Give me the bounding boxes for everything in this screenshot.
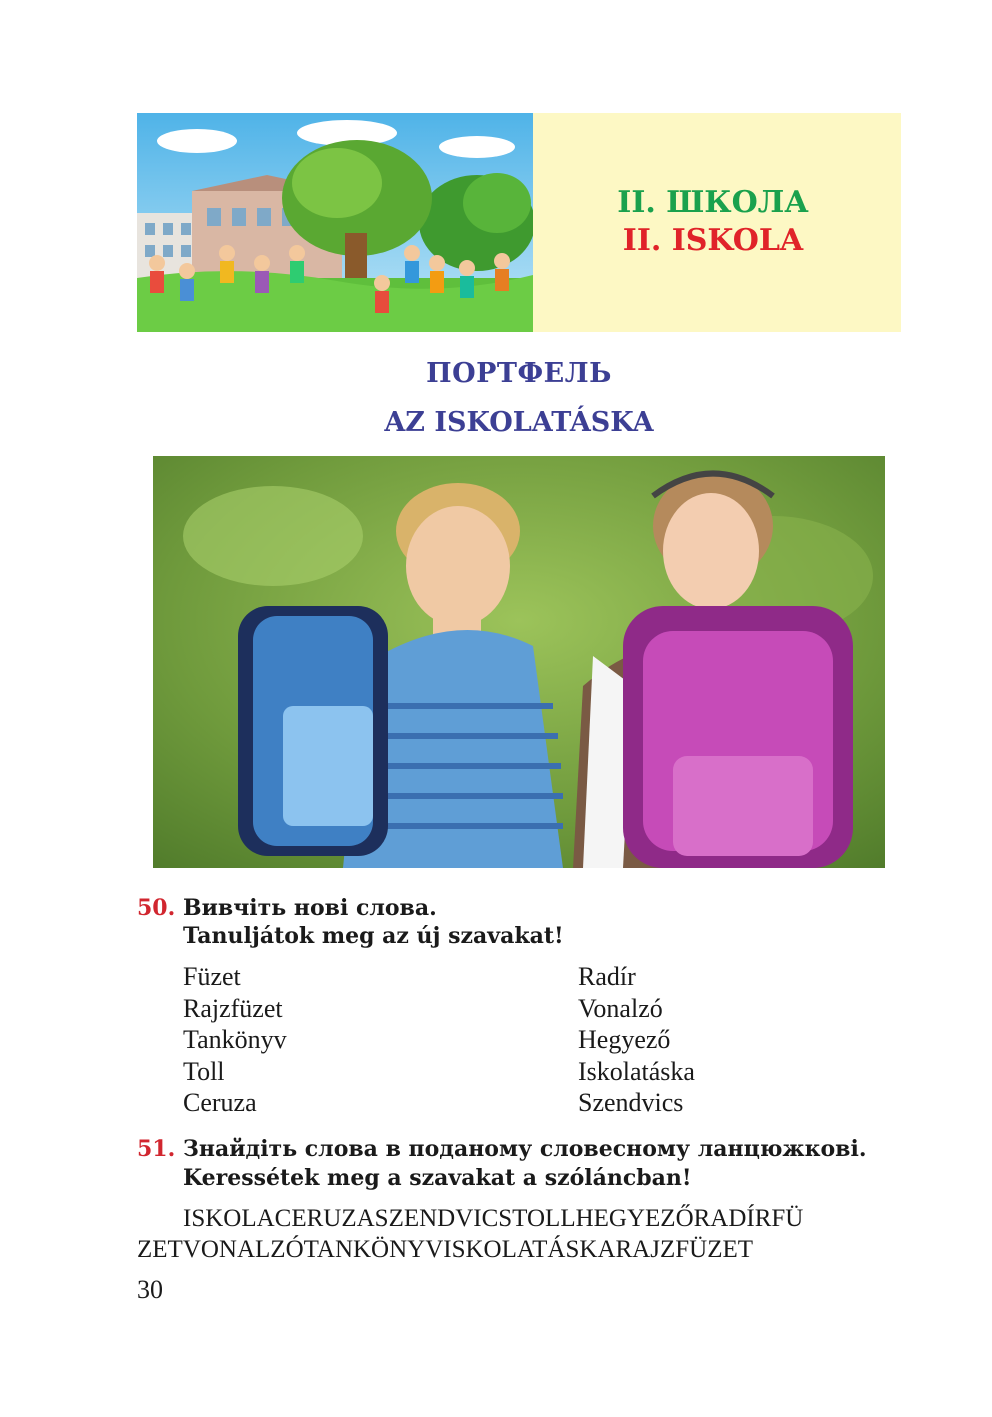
word-item: Rajzfüzet	[183, 993, 283, 1023]
lesson-title-hungarian: AZ ISKOLATÁSKA	[384, 407, 654, 438]
lesson-title-ukrainian: ПОРТФЕЛЬ	[426, 358, 612, 389]
chapter-banner	[137, 113, 901, 332]
word-chain-line-1: ISKOLACERUZASZENDVICSTOLLHEGYEZŐRADÍRFÜ	[183, 1205, 804, 1232]
chapter-title-hungarian: II. ISKOLA	[622, 223, 804, 258]
exercise-50-instruction-hungarian: Tanuljátok meg az új szavakat!	[183, 923, 564, 949]
word-item: Füzet	[183, 962, 241, 991]
exercise-51-number: 51.	[137, 1136, 176, 1162]
children-with-backpacks-photo	[153, 456, 885, 868]
word-item: Ceruza	[183, 1088, 257, 1117]
word-item: Toll	[183, 1056, 225, 1086]
page-number: 30	[137, 1275, 163, 1304]
word-chain-line-2: ZETVONALZÓTANKÖNYVISKOLATÁSKARAJZFÜZET	[137, 1236, 754, 1263]
word-item: Iskolatáska	[578, 1056, 695, 1086]
word-item: Vonalzó	[578, 993, 663, 1023]
chapter-title-ukrainian: ІІ. ШКОЛА	[617, 185, 809, 220]
word-item: Radír	[578, 962, 636, 991]
exercise-50-instruction-ukrainian: Вивчіть нові слова.	[183, 895, 437, 921]
exercise-51-instruction-hungarian: Keressétek meg a szavakat a szóláncban!	[183, 1165, 692, 1191]
chapter-title-panel	[533, 113, 901, 332]
word-item: Hegyező	[578, 1025, 671, 1054]
word-item: Tankönyv	[183, 1025, 287, 1054]
word-item: Szendvics	[578, 1088, 684, 1117]
exercise-50-number: 50.	[137, 895, 176, 921]
word-list-right	[578, 961, 695, 1119]
exercise-51-instruction-ukrainian: Знайдіть слова в поданому словесному ланцюжкові.	[183, 1136, 867, 1162]
school-illustration	[137, 113, 533, 332]
word-list-left	[183, 961, 287, 1119]
